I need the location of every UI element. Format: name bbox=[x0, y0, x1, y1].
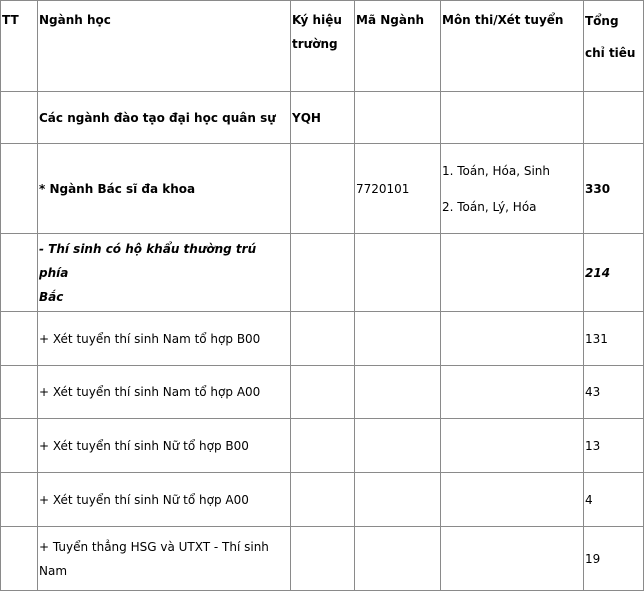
cell-ky-hieu bbox=[291, 144, 355, 234]
cell-ky-hieu bbox=[291, 419, 355, 473]
cell-ma-nganh bbox=[355, 312, 441, 366]
cell-tt bbox=[1, 234, 38, 312]
header-ky-hieu-truong: Ký hiệu trường bbox=[291, 1, 355, 92]
header-nganh-hoc: Ngành học bbox=[38, 1, 291, 92]
cell-tong: 214 bbox=[584, 234, 644, 312]
cell-nganh-hoc: + Xét tuyển thí sinh Nữ tổ hợp B00 bbox=[38, 419, 291, 473]
mon-thi-option-1: 1. Toán, Hóa, Sinh bbox=[442, 163, 550, 178]
cell-tt bbox=[1, 144, 38, 234]
table-row bbox=[1, 92, 644, 144]
cell-ky-hieu bbox=[291, 527, 355, 591]
cell-ky-hieu bbox=[291, 234, 355, 312]
cell-nganh-hoc: + Xét tuyển thí sinh Nam tổ hợp A00 bbox=[38, 366, 291, 419]
cell-ky-hieu: YQH bbox=[291, 92, 355, 144]
table-row bbox=[1, 527, 644, 591]
cell-mon-thi bbox=[441, 144, 584, 234]
cell-tt bbox=[1, 473, 38, 527]
cell-tong: 4 bbox=[584, 473, 644, 527]
table-row bbox=[1, 473, 644, 527]
cell-tong: 13 bbox=[584, 419, 644, 473]
cell-mon-thi bbox=[441, 419, 584, 473]
header-ma-nganh: Mã Ngành bbox=[355, 1, 441, 92]
cell-mon-thi bbox=[441, 527, 584, 591]
cell-mon-thi bbox=[441, 473, 584, 527]
cell-nganh-hoc: + Tuyển thẳng HSG và UTXT - Thí sinh Nam bbox=[38, 527, 291, 591]
cell-tt bbox=[1, 312, 38, 366]
cell-ma-nganh bbox=[355, 92, 441, 144]
table-header-row bbox=[1, 1, 644, 92]
cell-nganh-hoc: Các ngành đào tạo đại học quân sự bbox=[38, 92, 291, 144]
cell-tt bbox=[1, 92, 38, 144]
cell-tong: 330 bbox=[584, 144, 644, 234]
table-row bbox=[1, 312, 644, 366]
cell-mon-thi bbox=[441, 366, 584, 419]
header-mon-thi: Môn thi/Xét tuyển bbox=[441, 1, 584, 92]
header-tong-chi-tieu: Tổng chỉ tiêu bbox=[584, 1, 644, 92]
cell-mon-thi bbox=[441, 234, 584, 312]
cell-nganh-hoc: + Xét tuyển thí sinh Nữ tổ hợp A00 bbox=[38, 473, 291, 527]
mon-thi-option-2: 2. Toán, Lý, Hóa bbox=[442, 199, 537, 214]
table-row bbox=[1, 419, 644, 473]
cell-mon-thi bbox=[441, 312, 584, 366]
cell-ky-hieu bbox=[291, 473, 355, 527]
table-row bbox=[1, 366, 644, 419]
cell-ma-nganh bbox=[355, 419, 441, 473]
cell-ky-hieu bbox=[291, 366, 355, 419]
cell-ma-nganh bbox=[355, 473, 441, 527]
cell-ma-nganh bbox=[355, 234, 441, 312]
cell-nganh-hoc: + Xét tuyển thí sinh Nam tổ hợp B00 bbox=[38, 312, 291, 366]
cell-tong bbox=[584, 92, 644, 144]
cell-ma-nganh: 7720101 bbox=[355, 144, 441, 234]
cell-ma-nganh bbox=[355, 527, 441, 591]
cell-nganh-hoc: - Thí sinh có hộ khẩu thường trú phía Bắc bbox=[38, 234, 291, 312]
cell-tt bbox=[1, 366, 38, 419]
cell-ma-nganh bbox=[355, 366, 441, 419]
header-tt: TT bbox=[1, 1, 38, 92]
cell-tong: 43 bbox=[584, 366, 644, 419]
cell-mon-thi bbox=[441, 92, 584, 144]
table-row bbox=[1, 234, 644, 312]
cell-ky-hieu bbox=[291, 312, 355, 366]
cell-tong: 19 bbox=[584, 527, 644, 591]
cell-nganh-hoc: * Ngành Bác sĩ đa khoa bbox=[38, 144, 291, 234]
cell-tt bbox=[1, 419, 38, 473]
cell-tt bbox=[1, 527, 38, 591]
cell-tong: 131 bbox=[584, 312, 644, 366]
table-row bbox=[1, 144, 644, 234]
